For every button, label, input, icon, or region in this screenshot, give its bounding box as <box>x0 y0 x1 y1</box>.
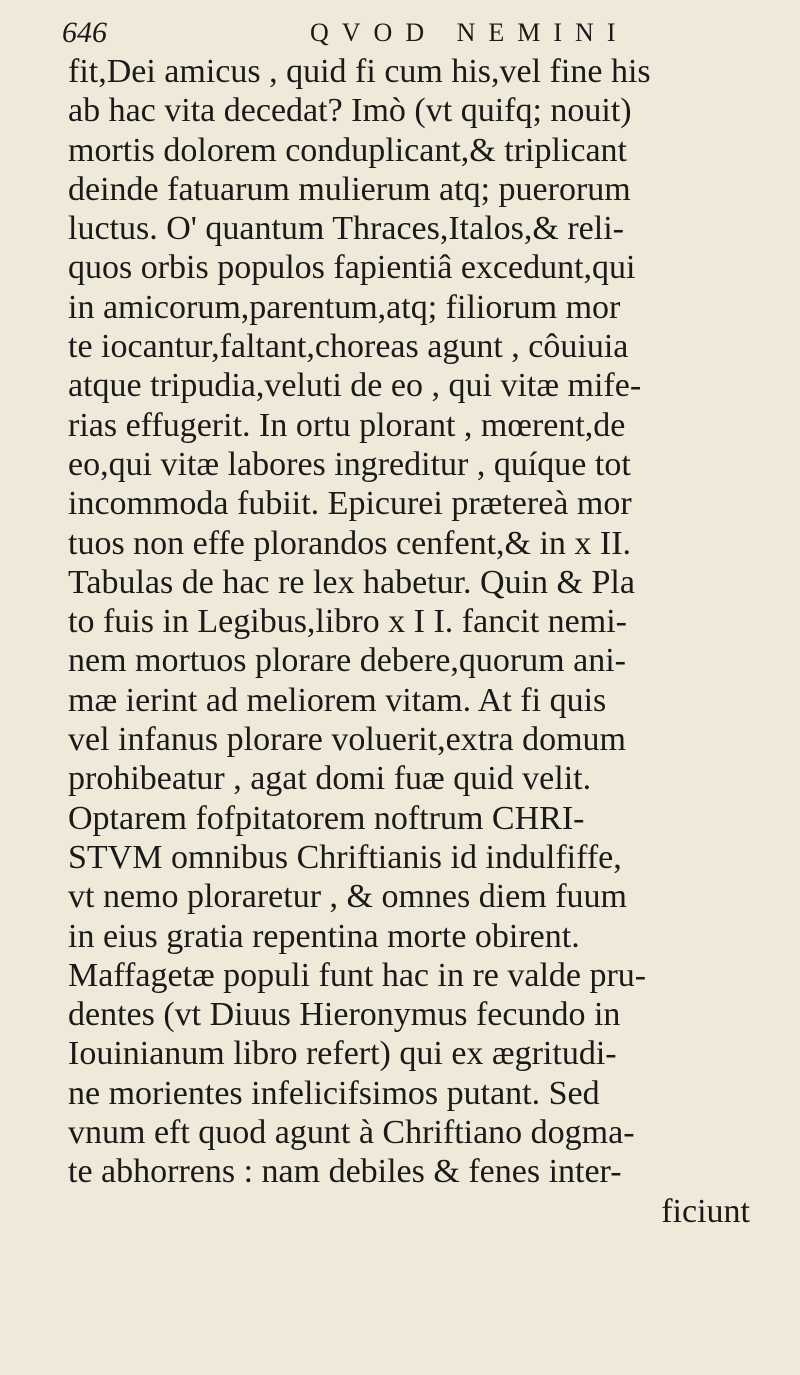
text-line: ne morientes infelicifsimos putant. Sed <box>68 1074 600 1112</box>
text-line: dentes (vt Diuus Hieronymus fecundo in <box>68 996 621 1034</box>
text-line: atque tripudia,veluti de eo , qui vitæ mife- <box>68 367 642 405</box>
text-line: te iocantur,faltant,choreas agunt , côuiuia <box>68 328 629 366</box>
text-line: rias effugerit. In ortu plorant , mœrent,de <box>68 406 626 444</box>
text-line: quos orbis populos fapientiâ excedunt,qui <box>68 249 636 287</box>
text-line: vel infanus plorare voluerit,extra domum <box>68 721 626 759</box>
text-line: luctus. O' quantum Thraces,Italos,& reli- <box>68 210 624 248</box>
text-block <box>68 52 768 1231</box>
page-header <box>62 12 760 52</box>
text-line: Maffagetæ populi funt hac in re valde pru- <box>68 956 647 994</box>
text-line: vt nemo ploraretur , & omnes diem fuum <box>68 878 627 916</box>
text-line: vnum eft quod agunt à Chriftiano dogma- <box>68 1114 635 1152</box>
text-line: prohibeatur , agat domi fuæ quid velit. <box>68 760 592 798</box>
text-line: eo,qui vitæ labores ingreditur , quíque tot <box>68 445 631 483</box>
text-line: Tabulas de hac re lex habetur. Quin & Pla <box>68 563 635 601</box>
text-line: in eius gratia repentina morte obirent. <box>68 917 580 955</box>
text-line: to fuis in Legibus,libro x I I. fancit nemi- <box>68 603 627 641</box>
text-line: fit,Dei amicus , quid fi cum his,vel fine his <box>68 53 651 90</box>
text-line: mæ ierint ad meliorem vitam. At fi quis <box>68 681 607 719</box>
running-head: QVOD NEMINI <box>310 18 629 47</box>
text-line: mortis dolorem conduplicant,& triplicant <box>68 131 627 169</box>
text-line: in amicorum,parentum,atq; filiorum mor <box>68 288 621 326</box>
catchword: ficiunt <box>661 1192 750 1230</box>
text-line: Optarem fofpitatorem noftrum CHRI- <box>68 799 585 837</box>
text-line: nem mortuos plorare debere,quorum ani- <box>68 642 626 680</box>
text-line: Iouinianum libro refert) qui ex ægritudi- <box>68 1035 617 1073</box>
text-line: te abhorrens : nam debiles & fenes inter- <box>68 1153 622 1191</box>
text-line: ab hac vita decedat? Imò (vt quifq; nouit) <box>68 92 632 130</box>
text-line: STVM omnibus Chriftianis id indulfiffe, <box>68 838 622 876</box>
text-line: tuos non effe plorandos cenfent,& in x II. <box>68 524 632 562</box>
text-line: deinde fatuarum mulierum atq; puerorum <box>68 170 631 208</box>
page-number: 646 <box>62 16 107 49</box>
text-line: incommoda fubiit. Epicurei prætereà mor <box>68 485 632 523</box>
